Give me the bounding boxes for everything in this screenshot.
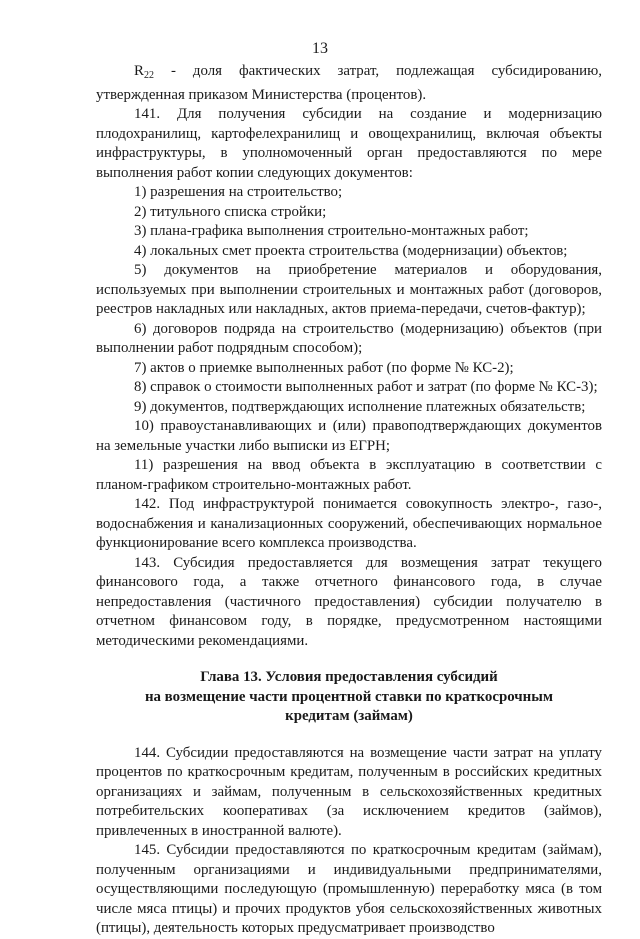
paragraph: 1) разрешения на строительство; (134, 184, 343, 200)
paragraph-group-after-chapter (96, 744, 602, 939)
chapter-heading-line: Глава 13. Условия предоставления субсидий (200, 669, 498, 685)
chapter-heading (96, 668, 602, 727)
paragraph: 2) титульного списка стройки; (134, 203, 327, 220)
paragraph: 3) плана-графика выполнения строительно-монтажных работ; (134, 223, 529, 239)
page-number: 13 (312, 40, 328, 57)
variable-symbol: R (134, 63, 144, 79)
chapter-heading-line: кредитам (займам) (285, 708, 413, 724)
paragraph: 5) документов на приобретение материалов и оборудования, используемых при выполнении строительных и монтажных работ (договоров, реестров накладных или накладных, актов приема-передачи, счетов-фактур); (96, 262, 602, 317)
variable-subscript: 22 (143, 70, 154, 81)
chapter-heading-line: на возмещение части процентной ставки по краткосрочным (144, 688, 554, 705)
paragraph: 145. Субсидии предоставляются по краткосрочным кредитам (займам), полученным организациями и индивидуальными предпринимателями, осуществляющими последующую (промышленную) переработку мяса (в том числе мяса птицы) и прочих продуктов убоя сельскохозяйственных животных (птицы), деятельность которых предусматривает производство (96, 842, 602, 936)
formula-variable-definition (96, 62, 602, 105)
paragraph: 6) договоров подряда на строительство (модернизацию) объектов (при выполнении работ подрядным способом); (96, 320, 602, 356)
paragraph: 11) разрешения на ввод объекта в эксплуатацию в соответствии с планом-графиком строительно-монтажных работ. (96, 457, 602, 493)
paragraph: 10) правоустанавливающих и (или) правоподтверждающих документов на земельные участки либо выписки из ЕГРН; (96, 418, 602, 454)
variable-description: - доля фактических затрат, подлежащая субсидированию, утвержденная приказом Министерства (процентов). (96, 63, 602, 103)
document-body (96, 62, 602, 939)
paragraph: 142. Под инфраструктурой понимается совокупность электро-, газо-, водоснабжения и канализационных сооружений, обеспечивающих нормальное функционирование всего комплекса производства. (96, 496, 602, 551)
paragraph: 7) актов о приемке выполненных работ (по форме № КС-2); (134, 359, 514, 376)
paragraph-group-before-chapter (96, 105, 602, 651)
paragraph: 8) справок о стоимости выполненных работ и затрат (по форме № КС-3); (134, 379, 598, 395)
paragraph: 143. Субсидия предоставляется для возмещения затрат текущего финансового года, а также отчетного финансового года, в случае непредоставления (частичного предоставления) субсидии получателю в отчетном финансовом году, в порядке, предусмотренном настоящими методическими рекомендациями. (96, 554, 602, 649)
paragraph: 144. Субсидии предоставляются на возмещение части затрат на уплату процентов по краткосрочным кредитам, полученным в российских кредитных организациях и займам, полученным в сельскохозяйственных кредитных потребительских кооперативах (за исключением кредитов (займов), привлеченных в иностранной валюте). (96, 744, 602, 839)
paragraph: 4) локальных смет проекта строительства (модернизации) объектов; (134, 242, 568, 259)
paragraph: 9) документов, подтверждающих исполнение платежных обязательств; (134, 398, 586, 415)
paragraph: 141. Для получения субсидии на создание и модернизацию плодохранилищ, картофелехранилищ и овощехранилищ, включая объекты инфраструктуры, в уполномоченный орган предоставляются по мере выполнения работ копии следующих документов: (96, 106, 602, 181)
